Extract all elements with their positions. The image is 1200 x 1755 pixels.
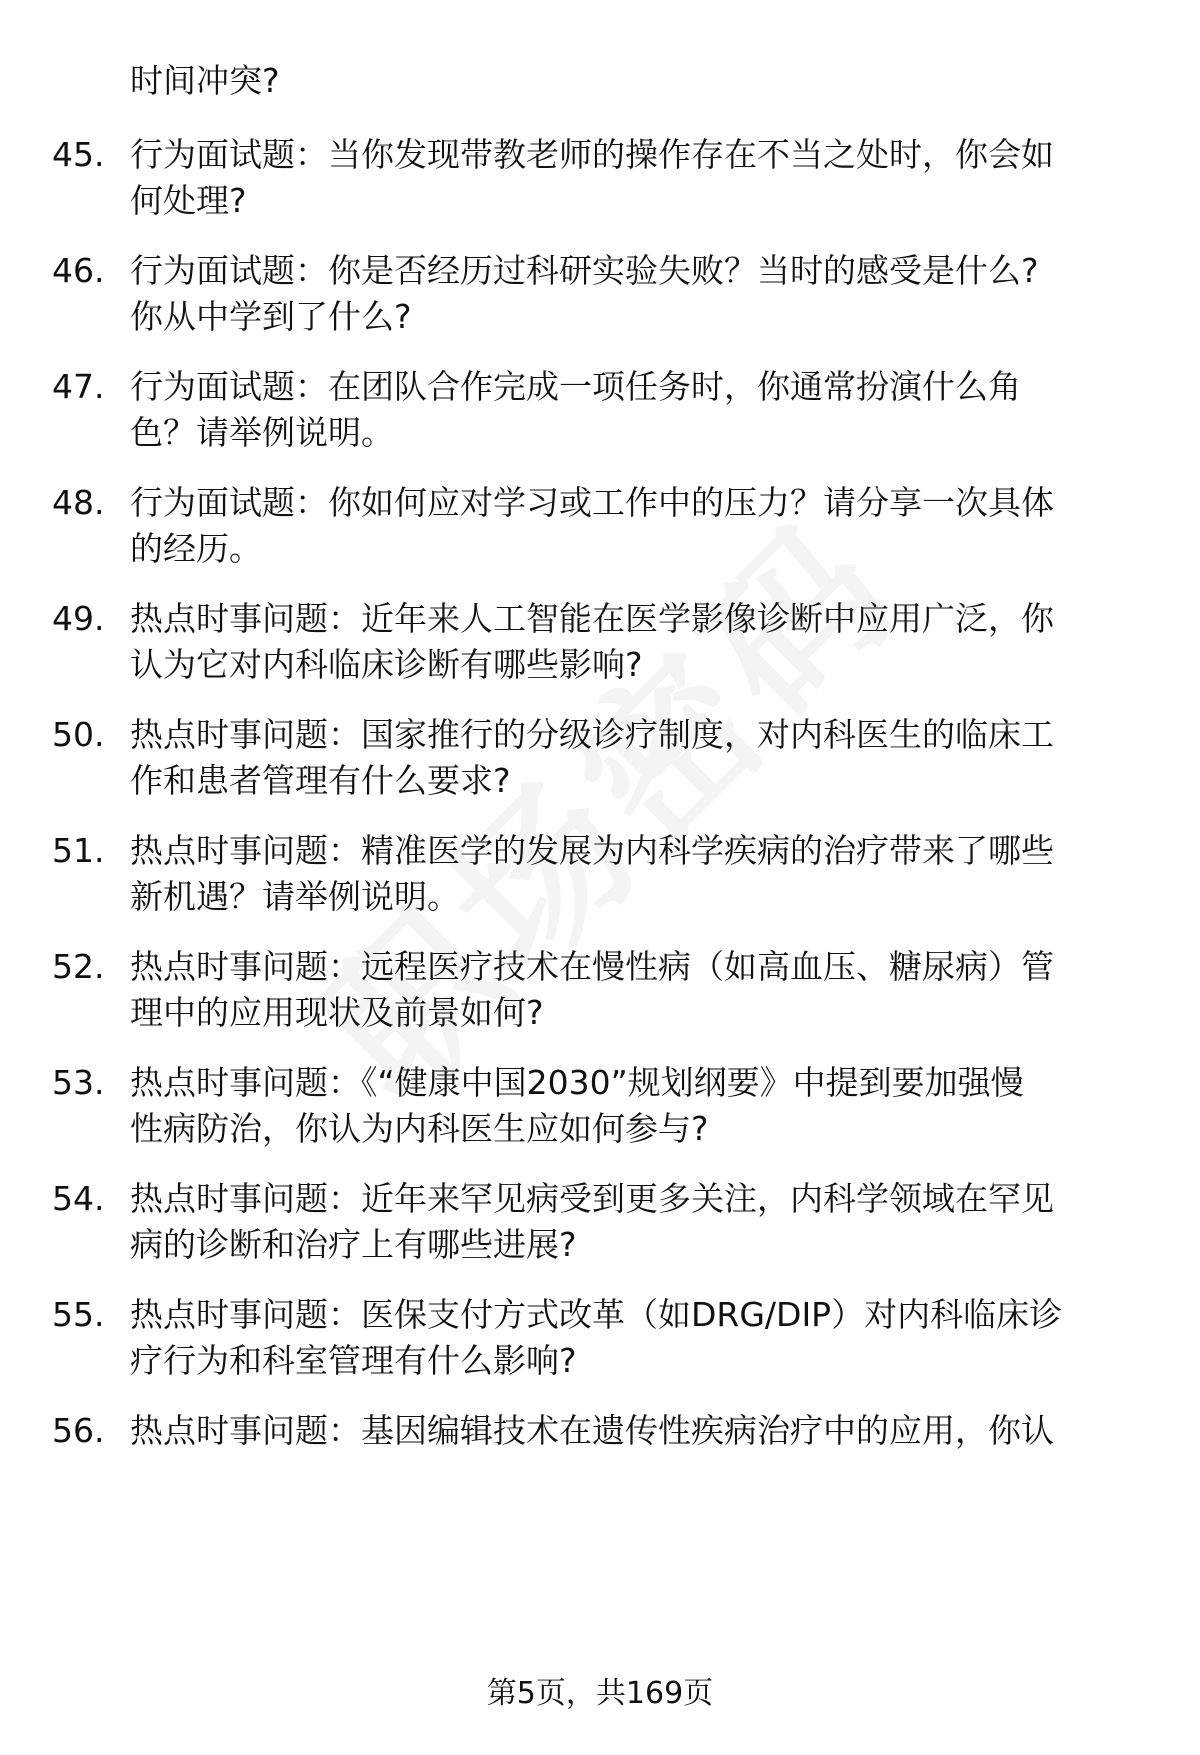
question-text bbox=[130, 596, 1150, 688]
question-line: 理中的应用现状及前景如何? bbox=[130, 993, 544, 1032]
question-number: 56. bbox=[52, 1411, 105, 1450]
question-line: 热点时事问题：国家推行的分级诊疗制度，对内科医生的临床工 bbox=[130, 715, 1054, 754]
question-line: 热点时事问题：精准医学的发展为内科学疾病的治疗带来了哪些 bbox=[130, 831, 1054, 870]
question-line: 认为它对内科临床诊断有哪些影响? bbox=[130, 645, 643, 684]
question-text bbox=[130, 1292, 1150, 1384]
question-number: 55. bbox=[52, 1295, 105, 1334]
question-line: 病的诊断和治疗上有哪些进展? bbox=[130, 1225, 577, 1264]
question-text bbox=[130, 480, 1150, 572]
question-line: 作和患者管理有什么要求? bbox=[130, 761, 511, 800]
question-text bbox=[130, 944, 1150, 1036]
question-line: 热点时事问题：《“健康中国2030”规划纲要》中提到要加强慢 bbox=[130, 1063, 1024, 1102]
question-line: 行为面试题：在团队合作完成一项任务时，你通常扮演什么角 bbox=[130, 367, 1021, 406]
question-number: 48. bbox=[52, 483, 105, 522]
question-line: 热点时事问题：近年来人工智能在医学影像诊断中应用广泛，你 bbox=[130, 599, 1054, 638]
question-line: 热点时事问题：近年来罕见病受到更多关注，内科学领域在罕见 bbox=[130, 1179, 1054, 1218]
question-line: 新机遇？请举例说明。 bbox=[130, 877, 460, 916]
question-line: 行为面试题：你如何应对学习或工作中的压力？请分享一次具体 bbox=[130, 483, 1054, 522]
question-line: 行为面试题：当你发现带教老师的操作存在不当之处时，你会如 bbox=[130, 135, 1054, 174]
question-line: 热点时事问题：基因编辑技术在遗传性疾病治疗中的应用，你认 bbox=[130, 1411, 1054, 1450]
question-text bbox=[130, 248, 1150, 340]
question-number: 50. bbox=[52, 715, 105, 754]
question-number: 46. bbox=[52, 251, 105, 290]
question-number: 52. bbox=[52, 947, 105, 986]
question-line: 热点时事问题：医保支付方式改革（如DRG/DIP）对内科临床诊 bbox=[130, 1295, 1063, 1334]
question-text bbox=[130, 1408, 1150, 1454]
question-number: 45. bbox=[52, 135, 105, 174]
question-number: 54. bbox=[52, 1179, 105, 1218]
question-text bbox=[130, 1176, 1150, 1268]
question-number: 51. bbox=[52, 831, 105, 870]
question-text bbox=[130, 712, 1150, 804]
question-number: 49. bbox=[52, 599, 105, 638]
question-text bbox=[130, 828, 1150, 920]
question-line: 何处理? bbox=[130, 181, 247, 220]
question-number: 53. bbox=[52, 1063, 105, 1102]
question-line: 的经历。 bbox=[130, 529, 262, 568]
question-number: 47. bbox=[52, 367, 105, 406]
question-line: 行为面试题：你是否经历过科研实验失败？当时的感受是什么? bbox=[130, 251, 1039, 290]
question-line: 热点时事问题：远程医疗技术在慢性病（如高血压、糖尿病）管 bbox=[130, 947, 1054, 986]
question-text bbox=[130, 364, 1150, 456]
page-footer: 第5页，共169页 bbox=[486, 1676, 714, 1711]
question-text bbox=[130, 132, 1150, 224]
question-text bbox=[130, 1060, 1150, 1152]
question-line: 你从中学到了什么? bbox=[130, 297, 412, 336]
question-line: 色？请举例说明。 bbox=[130, 413, 394, 452]
continuation-text: 时间冲突? bbox=[130, 61, 280, 100]
question-line: 性病防治，你认为内科医生应如何参与? bbox=[130, 1109, 709, 1148]
question-line: 疗行为和科室管理有什么影响? bbox=[130, 1341, 577, 1380]
